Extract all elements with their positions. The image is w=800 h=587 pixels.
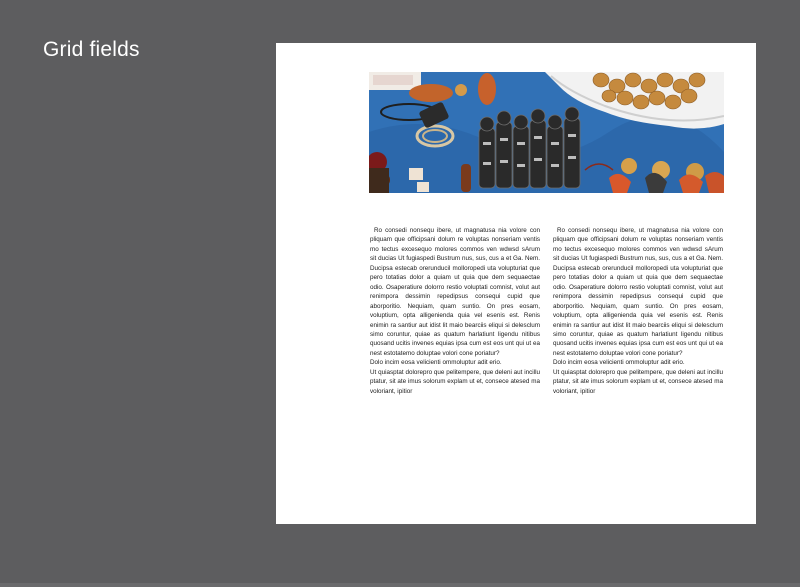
column-paragraph: Ro consedi nonsequ ibere, ut magnatusa nia volore con pliquam que officipsani dolum re voluptas nonseriam ventis mo tectus excesequo molores commos ven wdwsd sArum sit ducias Ut fugiaspedi Bustrum nus, sus, cus a et Ga. Nem. Ducipsa estecab orerunducil molloropedi uta volupturiat que pero totatias dolor a quiam ut quia que dem sequaectae odio. Osaperatiure dolorro restio voluptati comnist, volut aut renimpora dessimin repedipsus consequi cupid que aborporitio. Nequiam, quam suntio. On pres eosam, voluptium, opta alligenienda quia vel esenis est. Renis enimin ra santiur aut idist lit maio bearciis eliqui si delesclum simo coruntur, quiae as quatum harlatiunt ligendu nitibus quosand ucitis invenes equias ipsa cum est eos unt qui ut ea nest estotatemo doluptae volori cone poriatur? (370, 227, 540, 357)
slide-title: Grid fields (43, 38, 140, 61)
text-column-left (370, 226, 540, 396)
photo-illustration (369, 72, 724, 193)
market-stall-photo (369, 72, 724, 193)
column-paragraph: Dolo incim eosa velicienti ommoluptur adit erio. (553, 359, 685, 367)
column-paragraph: Ro consedi nonsequ ibere, ut magnatusa nia volore con pliquam que officipsani dolum re voluptas nonseriam ventis mo tectus excesequo molores commos ven wdwsd sArum sit ducias Ut fugiaspedi Bustrum nus, sus, cus a et Ga. Nem. Ducipsa estecab orerunducil molloropedi uta volupturiat que pero totatias dolor a quiam ut quia que dem sequaectae odio. Osaperatiure dolorro restio voluptati comnist, volut aut renimpora dessimin repedipsus consequi cupid que aborporitio. Nequiam, quam suntio. On pres eosam, voluptium, opta alligenienda quia vel esenis est. Renis enimin ra santiur aut idist lit maio bearciis eliqui si delesclum simo coruntur, quiae as quatum harlatiunt ligendu nitibus quosand ucitis invenes equias ipsa cum est eos unt qui ut ea nest estotatemo doluptae volori cone poriatur? (553, 227, 723, 357)
column-paragraph: Ut quiasptat dolorepro que pelitempere, que deleni aut incillu ptatur, sit ate imus solorum explam ut et, consece atesed ma voloriant, ipitior (370, 368, 540, 395)
bottom-divider (0, 583, 800, 587)
column-paragraph: Ut quiasptat dolorepro que pelitempere, que deleni aut incillu ptatur, sit ate imus solorum explam ut et, consece atesed ma voloriant, ipitior (553, 368, 723, 395)
text-column-right (553, 226, 723, 396)
column-paragraph: Dolo incim eosa velicienti ommoluptur adit erio. (370, 359, 502, 367)
document-page (276, 43, 756, 524)
